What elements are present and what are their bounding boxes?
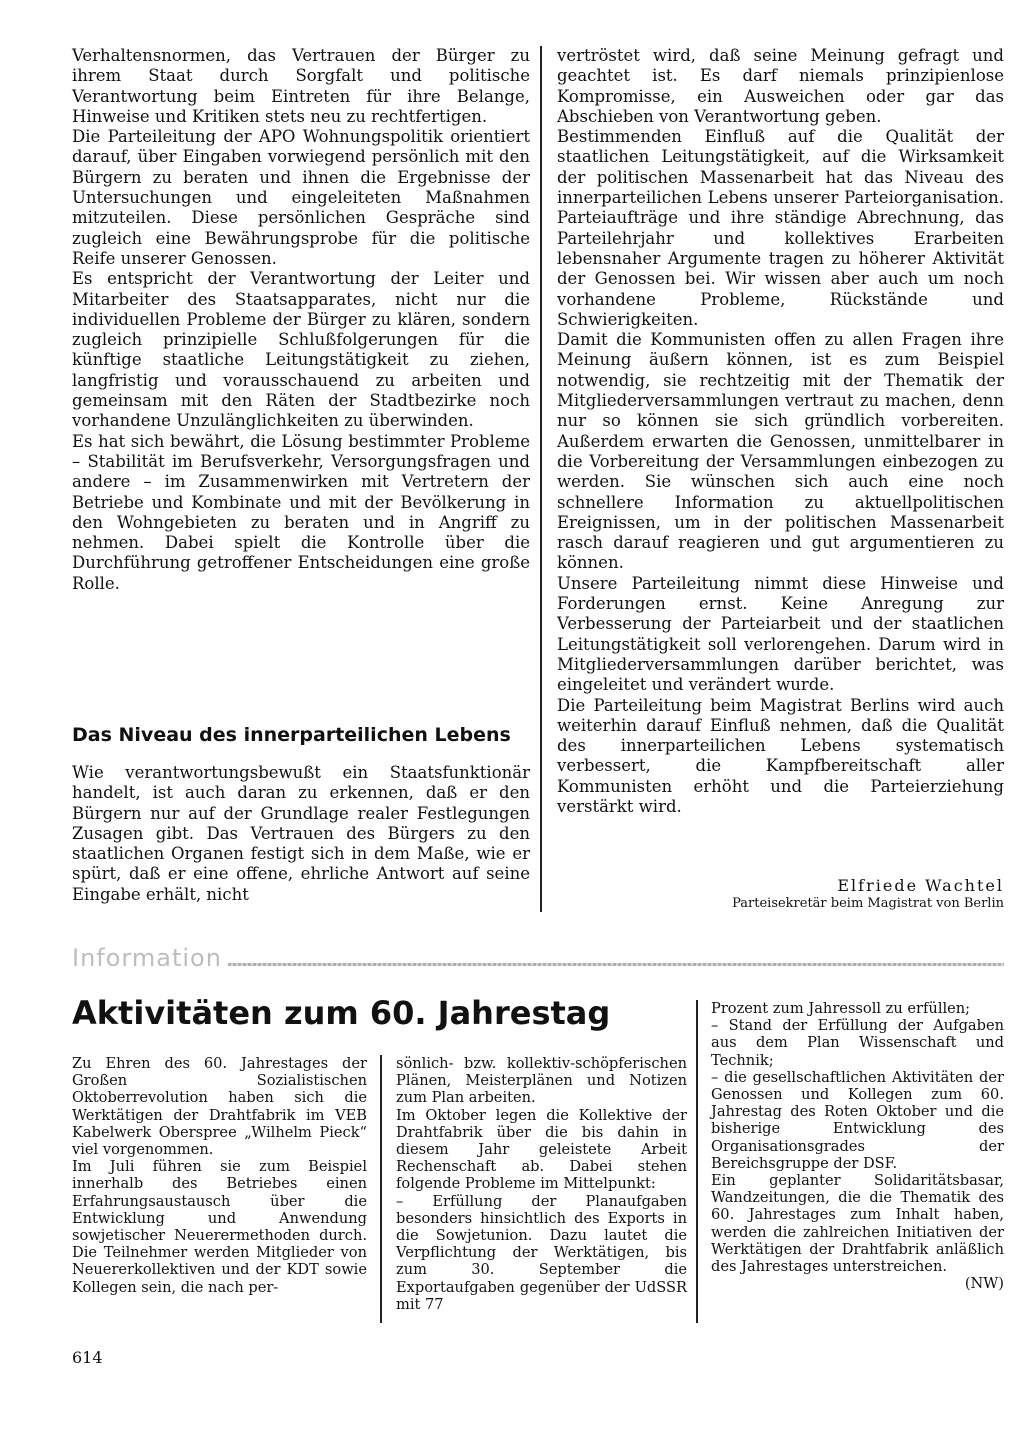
paragraph: – Erfüllung der Planaufgaben besonders hinsichtlich des Exports in die Sowjetunion. Dazu lautet die Verpflichtung der Werktätigen, bis zum 30. September die Exportaufgaben gegenüber der UdSSR mit 77 <box>396 1192 687 1313</box>
paragraph: Die Parteileitung der APO Wohnungspolitik orientiert darauf, über Eingaben vorwiegend persönlich mit den Bürgern zu beraten und ihnen die Ergebnisse der Untersuchungen und eingeleiteten Maßnahmen mitzuteilen. Diese persönlichen Gespräche sind zugleich eine Bewährungsprobe für die politische Reife unserer Genossen. <box>72 127 530 268</box>
author-credit: (NW) <box>964 1275 1004 1293</box>
paragraph: Prozent zum Jahressoll zu erfüllen; <box>711 1000 971 1017</box>
paragraph: Zu Ehren des 60. Jahrestages der Großen Sozialistischen Oktoberrevolution haben sich die Werktätigen der Drahtfabrik im VEB Kabelwerk Oberspree „Wilhelm Pieck“ viel vorgenommen. <box>72 1055 367 1159</box>
paragraph: – die gesellschaftlichen Aktivitäten der Genossen und Kollegen zum 60. Jahrestag des Roten Oktober und die bisherige Entwicklung des Organisationsgrades der Bereichsgruppe der DSF. <box>711 1068 1004 1172</box>
column-divider <box>380 1055 382 1323</box>
paragraph: Unsere Parteileitung nimmt diese Hinweise und Forderungen ernst. Keine Anregung zur Verbesserung der Parteiarbeit und der staatlichen Leitungstätigkeit soll verlorengehen. Darum wird in Mitgliederversammlungen darüber berichtet, was eingeleitet und verändert wurde. <box>557 573 1004 695</box>
section-heading: Das Niveau des innerparteilichen Lebens <box>72 724 511 746</box>
paragraph: Bestimmenden Einfluß auf die Qualität der staatlichen Leitungstätigkeit, auf die Wirksamkeit der politischen Massenarbeit hat das Niveau des innerparteilichen Lebens unserer Parteiorganisation. Parteiaufträge und ihre ständige Abrechnung, das Parteilehrjahr und kollektives Erarbeiten lebensnaher Argumente tragen zu höherer Aktivität der Genossen bei. Wir wissen aber auch um noch vorhandene Probleme, Rückstände und Schwierigkeiten. <box>557 127 1004 329</box>
news-column-3 <box>711 1000 1004 1292</box>
section-label: Information <box>72 944 222 972</box>
article-column-right <box>557 46 1004 817</box>
paragraph: Verhaltensnormen, das Vertrauen der Bürger zu ihrem Staat durch Sorgfalt und politische Verantwortung beim Eintreten für ihre Belange, Hinweise und Kritiken stets neu zu rechtfertigen. <box>72 46 530 126</box>
paragraph: Die Parteileitung beim Magistrat Berlins wird auch weiterhin darauf Einfluß nehmen, daß die Qualität des innerparteilichen Lebens systematisch verbessert, die Kampfbereitschaft aller Kommunisten erhöht und die Parteierziehung verstärkt wird. <box>557 695 1004 816</box>
column-divider <box>540 46 542 912</box>
paragraph: – Stand der Erfüllung der Aufgaben aus dem Plan Wissenschaft und Technik; <box>711 1017 1004 1069</box>
paragraph: Es entspricht der Verantwortung der Leiter und Mitarbeiter des Staatsapparates, nicht nur die individuellen Probleme der Bürger zu klären, sondern zugleich prinzipielle Schlußfolgerungen für die künftige staatliche Leitungstätigkeit zu ziehen, langfristig und vorausschauend zu arbeiten und gemeinsam mit den Räten der Stadtbezirke noch vorhandene Unzulänglichkeiten zu überwinden. <box>72 269 530 431</box>
paragraph: Im Oktober legen die Kollektive der Drahtfabrik über die bis dahin in diesem Jahr geleistete Arbeit Rechenschaft ab. Dabei stehen folgende Probleme im Mittelpunkt: <box>396 1106 687 1193</box>
article-title: Aktivitäten zum 60. Jahrestag <box>72 994 611 1032</box>
paragraph: Damit die Kommunisten offen zu allen Fragen ihre Meinung äußern können, ist es zum Beispiel notwendig, sie rechtzeitig mit der Thematik der Mitgliederversammlungen vertraut zu machen, denn nur so können sie sich gründlich vorbereiten. Außerdem erwarten die Genossen, unmittelbarer in die Vorbereitung der Versammlungen einbezogen zu werden. Sie wünschen sich auch eine noch schnellere Information zu aktuellpolitischen Ereignissen, um in der politischen Massenarbeit rasch darauf reagieren und gut argumentieren zu können. <box>557 330 1004 573</box>
paragraph: Wie verantwortungsbewußt ein Staatsfunktionär handelt, ist auch daran zu erkennen, daß er den Bürgern nur auf der Grundlage realer Festlegungen Zusagen gibt. Das Vertrauen des Bürgers zu den staatlichen Organen festigt sich in dem Maße, wie er spürt, daß er eine offene, ehrliche Antwort auf seine Eingabe erhält, nicht <box>72 763 530 904</box>
news-column-1 <box>72 1055 367 1296</box>
article-column-left <box>72 46 530 594</box>
article-column-left-continued <box>72 763 530 905</box>
paragraph: sönlich- bzw. kollektiv-schöpferischen Plänen, Meisterplänen und Notizen zum Plan arbeiten. <box>396 1055 687 1107</box>
paragraph: vertröstet wird, daß seine Meinung gefragt und geachtet ist. Es darf niemals prinzipienlose Kompromisse, ein Ausweichen oder gar das Abschieben von Verantwortung geben. <box>557 46 1004 126</box>
paragraph: Ein geplanter Solidaritätsbasar, Wandzeitungen, die die Thematik des 60. Jahrestages zum Inhalt haben, werden die zahlreichen Initiativen der Werktätigen der Drahtfabrik anläßlich des Jahrestages unterstreichen. <box>711 1172 1004 1276</box>
news-column-2 <box>396 1055 687 1313</box>
column-divider <box>696 1000 698 1323</box>
author-name: Elfriede Wachtel <box>837 876 1004 895</box>
section-rule <box>228 963 1004 966</box>
paragraph: Im Juli führen sie zum Beispiel innerhalb des Betriebes einen Erfahrungsaustausch über die Entwicklung und Anwendung sowjetischer Neuerermethoden durch. Die Teilnehmer werden Mitglieder von Neuererkollektiven und der KDT sowie Kollegen sein, die nach per- <box>72 1158 367 1296</box>
author-role: Parteisekretär beim Magistrat von Berlin <box>732 896 1004 911</box>
paragraph: Es hat sich bewährt, die Lösung bestimmter Probleme – Stabilität im Berufsverkehr, Versorgungsfragen und andere – im Zusammenwirken mit Vertretern der Betriebe und Kombinate und mit der Bevölkerung in den Wohngebieten zu beraten und in Angriff zu nehmen. Dabei spielt die Kontrolle über die Durchführung getroffener Entscheidungen eine große Rolle. <box>72 431 530 593</box>
page-number: 614 <box>72 1348 103 1367</box>
